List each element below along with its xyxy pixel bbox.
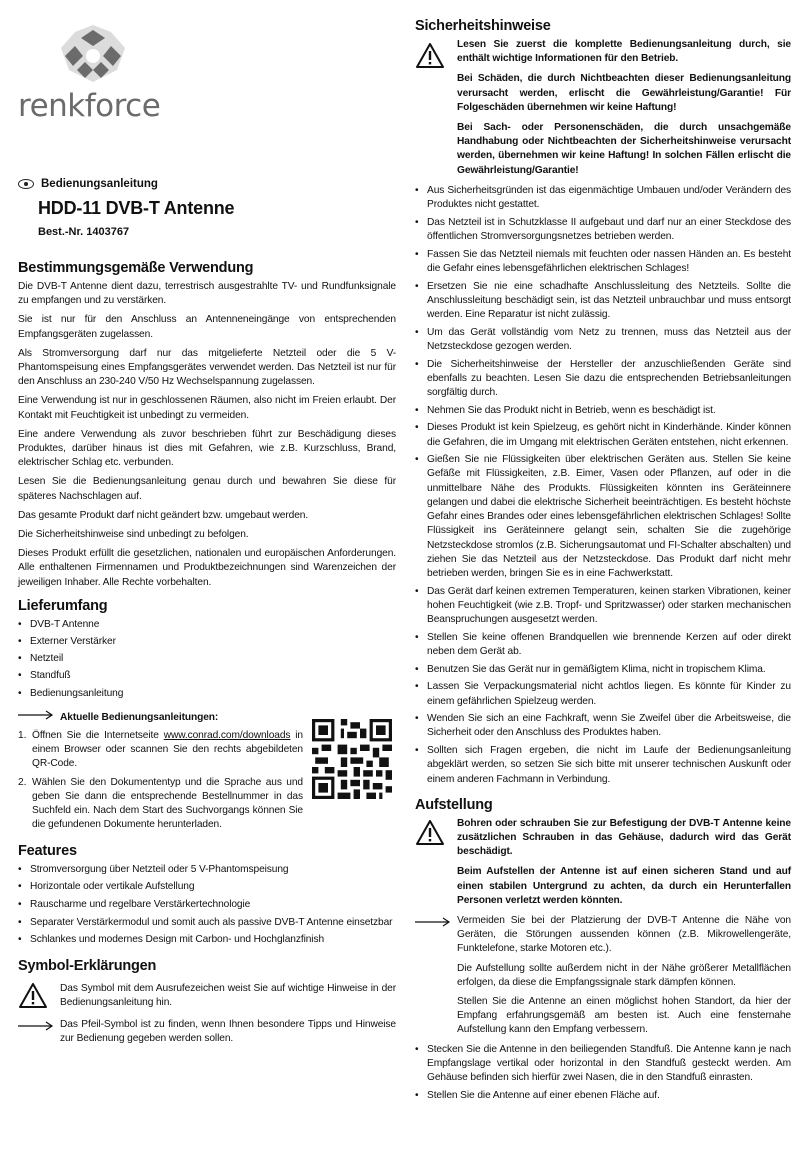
list-item: • Das Netzteil ist in Schutzklasse II aufgebaut und darf nur an einer Steckdose des öffentlichen Stromversorgungsnetzes betrieben werden. bbox=[415, 216, 791, 244]
sicherheit-list bbox=[415, 184, 791, 787]
section-symbole bbox=[18, 958, 396, 1047]
list-item: • DVB-T Antenne bbox=[18, 618, 396, 632]
brand-logo bbox=[18, 18, 178, 128]
list-item: • Nehmen Sie das Produkt nicht in Betrieb, wenn es beschädigt ist. bbox=[415, 404, 791, 418]
list-item: • Gießen Sie nie Flüssigkeiten über elektrischen Geräten aus. Stellen Sie keine Gefäße mit Flüssigkeiten, z.B. Eimer, Vasen oder Pflanzen, auf oder in die unmittelbare Nähe des Produkts. Flüssigkeiten könnten ins Geräteinnere gelangen und dabei die elektrische Sicherheit beeinträchtigen. Es besteht höchste Gefahr eines Brandes oder eines lebensgefährlichen elektrischen Schlages! Sollte Flüssigkeit ins Geräteinnere gelangt sein, schalten Sie die zugehörige Netzsteckdose stromlos (z.B. Sicherungsautomat und FI-Schalter abschalten) und ziehen Sie das Netzteil aus der Netzsteckdose. Das Produkt darf nicht mehr betrieben werden, bringen Sie es in eine Fachwerkstatt. bbox=[415, 453, 791, 581]
section-aufstellung bbox=[415, 797, 791, 1103]
list-item: • Stromversorgung über Netzteil oder 5 V-Phantomspeisung bbox=[18, 863, 396, 877]
arrow-right-icon bbox=[18, 710, 54, 720]
list-item: • Stellen Sie keine offenen Brandquellen wie brennende Kerzen auf oder direkt neben dem Gerät ab. bbox=[415, 631, 791, 659]
list-item: • Lassen Sie Verpackungsmaterial nicht achtlos liegen. Es könnte für Kinder zu einem gefährlichen Spielzeug werden. bbox=[415, 680, 791, 708]
symbol-arrow-row bbox=[18, 1018, 396, 1046]
list-item: • Externer Verstärker bbox=[18, 635, 396, 649]
tip-paragraph: Vermeiden Sie bei der Platzierung der DVB-T Antenne die Nähe von Geräten, die Störungen aussenden können (z.B. Mikrowellengeräte, Funktelefone, starke Motoren etc.). bbox=[457, 914, 791, 955]
section-bestimmung bbox=[18, 260, 396, 590]
step-item bbox=[18, 776, 303, 833]
sicherheit-warning-block bbox=[415, 38, 791, 178]
bestimmung-paragraph: Dieses Produkt erfüllt die gesetzlichen, nationalen und europäischen Anforderungen. Alle enthaltenen Firmennamen und Produktbezeichnungen sind Warenzeichen der jeweiligen Inhaber. Alle Rechte vorbehalten. bbox=[18, 548, 396, 588]
section-aktuelle bbox=[18, 707, 396, 833]
step-text: Wählen Sie den Dokumententyp und die Sprache aus und geben Sie dann die entsprechende Bestellnummer in das Suchfeld ein. Nach dem Start des Suchvorgangs können Sie die gefundenen Dokumente herunterladen. bbox=[32, 776, 303, 831]
list-item: • Stellen Sie die Antenne auf einer ebenen Fläche auf. bbox=[415, 1089, 791, 1103]
list-item: • Bedienungsanleitung bbox=[18, 687, 396, 701]
doc-type: Bedienungsanleitung bbox=[41, 178, 158, 190]
list-item: • Um das Gerät vollständig vom Netz zu trennen, muss das Netzteil aus der Netzsteckdose gezogen werden. bbox=[415, 326, 791, 354]
sicherheit-heading: Sicherheitshinweise bbox=[415, 18, 551, 34]
list-item: • Sollten sich Fragen ergeben, die nicht im Laufe der Bedienungsanleitung abgeklärt werden, so setzen Sie sich bitte mit unserer technischen Auskunft oder einem anderen Fachmann in Verbindung. bbox=[415, 744, 791, 787]
tip-paragraph: Stellen Sie die Antenne an einen möglichst hohen Standort, da hier der Empfang erfahrungsgemäß am besten ist. Auch eine fensternahe Aufstellung kann den Empfang verbessern. bbox=[457, 995, 791, 1036]
lieferumfang-heading: Lieferumfang bbox=[18, 597, 108, 614]
bestimmung-paragraph: Lesen Sie die Bedienungsanleitung genau durch und bewahren Sie diese für späteres Nachschlagen auf. bbox=[18, 476, 396, 502]
bestimmung-paragraph: Eine Verwendung ist nur in geschlossenen Räumen, also nicht im Freien erlaubt. Der Kontakt mit Feuchtigkeit ist unbedingt zu vermeiden. bbox=[18, 395, 396, 421]
step-number: 1. bbox=[18, 730, 27, 742]
doc-type-line bbox=[18, 178, 396, 190]
list-item: • Wenden Sie sich an eine Fachkraft, wenn Sie Zweifel über die Arbeitsweise, die Sicherheit oder den Anschluss des Produktes haben. bbox=[415, 712, 791, 740]
aufstellung-heading: Aufstellung bbox=[415, 796, 493, 813]
bestimmung-heading: Bestimmungsgemäße Verwendung bbox=[18, 260, 254, 276]
warning-paragraph: Lesen Sie zuerst die komplette Bedienungsanleitung durch, sie enthält wichtige Informationen für den Betrieb. bbox=[457, 39, 791, 65]
aktuelle-title: Aktuelle Bedienungsanleitungen: bbox=[60, 711, 219, 723]
right-column bbox=[415, 18, 791, 1106]
step-text: Öffnen Sie die Internetseite bbox=[32, 730, 164, 742]
product-title: HDD-11 DVB-T Antenne bbox=[38, 198, 235, 218]
features-list bbox=[18, 863, 396, 948]
lieferumfang-list bbox=[18, 618, 396, 701]
step-text: in einem Browser oder scannen Sie den rechts abgebildeten QR-Code. bbox=[32, 730, 303, 770]
bestimmung-paragraph: Als Stromversorgung darf nur das mitgelieferte Netzteil oder die 5 V-Phantomspeisung eines Empfangsgerätes verwendet werden. Das Netzteil ist nur für den Anschluss an 230-240 V/50 Hz Wechselspannung zugelassen. bbox=[18, 347, 396, 388]
section-lieferumfang bbox=[18, 598, 396, 701]
aktuelle-steps bbox=[18, 729, 303, 832]
list-item: • Benutzen Sie das Gerät nur in gemäßigtem Klima, nicht in tropischem Klima. bbox=[415, 663, 791, 677]
list-item: • Ersetzen Sie nie eine schadhafte Anschlussleitung des Netzteils. Sollte die Anschlussleitung beschädigt sein, ist das Netzteil unbrauchbar und muss entsorgt werden. Eine Reparatur ist nicht zulässig. bbox=[415, 280, 791, 323]
aufstellung-tip-block bbox=[415, 914, 791, 1038]
features-heading: Features bbox=[18, 842, 77, 859]
list-item: • Die Sicherheitshinweise der Hersteller der anzuschließenden Geräte sind ebenfalls zu beachten. Lesen Sie dazu die entsprechenden Betriebsanleitungen sorgfältig durch. bbox=[415, 358, 791, 401]
aufstellung-warning-block bbox=[415, 817, 791, 908]
section-sicherheit bbox=[415, 18, 791, 787]
arrow-right-icon bbox=[18, 1021, 54, 1031]
bestimmung-paragraph: Sie ist nur für den Anschluss an Antenneneingänge von entsprechenden Empfangsgeräten zugelassen. bbox=[18, 314, 396, 340]
warning-paragraph: Bei Schäden, die durch Nichtbeachten dieser Bedienungsanleitung verursacht werden, erlischt die Gewährleistung/Garantie! Für Folgeschäden übernehmen wir keine Haftung! bbox=[457, 73, 791, 113]
list-item: • Rauscharme und regelbare Verstärkertechnologie bbox=[18, 898, 396, 912]
order-number: Best.-Nr. 1403767 bbox=[38, 226, 130, 238]
warning-paragraph: Bei Sach- oder Personenschäden, die durch unsachgemäße Handhabung oder Nichtbeachten der Sicherheitshinweise verursacht werden, übernehmen wir keine Haftung! In solchen Fällen erlischt die Gewährleistung/Garantie! bbox=[457, 122, 791, 176]
list-item: • Fassen Sie das Netzteil niemals mit feuchten oder nassen Händen an. Es besteht die Gefahr eines lebensgefährlichen elektrischen Schlages! bbox=[415, 248, 791, 276]
list-item: • Schlankes und modernes Design mit Carbon- und Hochglanzfinish bbox=[18, 933, 396, 947]
step-number: 2. bbox=[18, 776, 27, 788]
warning-paragraph: Beim Aufstellen der Antenne ist auf einen sicheren Stand und auf einen stabilen Untergrund zu achten, da durch ein Herunterfallen Personen verletzt werden könnten. bbox=[457, 866, 791, 906]
bestimmung-paragraph: Die DVB-T Antenne dient dazu, terrestrisch ausgestrahlte TV- und Rundfunksignale zu empfangen und zu verstärken. bbox=[18, 281, 396, 307]
download-link[interactable]: www.conrad.com/downloads bbox=[163, 730, 291, 742]
symbole-heading: Symbol-Erklärungen bbox=[18, 957, 157, 974]
step-item bbox=[18, 729, 303, 772]
qr-code-icon[interactable] bbox=[312, 719, 392, 799]
brand-logo-mark bbox=[55, 22, 131, 86]
aufstellung-list bbox=[415, 1043, 791, 1103]
bestimmung-paragraph: Eine andere Verwendung als zuvor beschrieben führt zur Beschädigung dieses Produktes, darüber hinaus ist dies mit Gefahren, wie z.B. Kurzschluss, Brand, elektrischer Schlag etc. verbunden. bbox=[18, 428, 396, 469]
list-item: • Das Gerät darf keinen extremen Temperaturen, keinen starken Vibrationen, keiner hohen Feuchtigkeit (wie z.B. Tropf- und Spritzwasser) oder starken mechanischen Beanspruchungen ausgesetzt werden. bbox=[415, 585, 791, 628]
bestimmung-paragraph: Das gesamte Produkt darf nicht geändert bzw. umgebaut werden. bbox=[18, 509, 309, 521]
arrow-right-icon bbox=[415, 917, 451, 927]
warning-icon bbox=[415, 42, 445, 69]
list-item: • Aus Sicherheitsgründen ist das eigenmächtige Umbauen und/oder Verändern des Produktes nicht gestattet. bbox=[415, 184, 791, 212]
list-item: • Stecken Sie die Antenne in den beiliegenden Standfuß. Die Antenne kann je nach Empfangslage vertikal oder horizontal in den Standfuß gesteckt werden. Am Gehäuse befinden sich hierfür zwei Nasen, die in den Standfuß einrasten. bbox=[415, 1043, 791, 1086]
list-item: • Netzteil bbox=[18, 652, 396, 666]
eye-icon bbox=[18, 179, 34, 189]
tip-paragraph: Die Aufstellung sollte außerdem nicht in der Nähe größerer Metallflächen erfolgen, da diese die Empfangssignale stark dämpfen können. bbox=[457, 962, 791, 988]
warning-icon bbox=[18, 982, 48, 1009]
bestimmung-paragraph: Die Sicherheitshinweise sind unbedingt zu befolgen. bbox=[18, 529, 249, 541]
brand-name: renkforce bbox=[18, 88, 161, 124]
list-item: • Standfuß bbox=[18, 669, 396, 683]
list-item: • Dieses Produkt ist kein Spielzeug, es gehört nicht in Kinderhände. Kinder können die Gefahren, die im Umgang mit elektrischen Geräten entstehen, nicht erkennen. bbox=[415, 421, 791, 449]
section-features bbox=[18, 843, 396, 948]
warning-icon bbox=[415, 819, 445, 846]
symbol-warning-text: Das Symbol mit dem Ausrufezeichen weist Sie auf wichtige Hinweise in der Bedienungsanleitung hin. bbox=[60, 982, 396, 1008]
warning-paragraph: Bohren oder schrauben Sie zur Befestigung der DVB-T Antenne keine zusätzlichen Schrauben in das Gehäuse, dadurch wird das Gerät beschädigt. bbox=[457, 817, 791, 858]
left-column bbox=[18, 18, 396, 1054]
list-item: • Horizontale oder vertikale Aufstellung bbox=[18, 880, 396, 894]
symbol-arrow-text: Das Pfeil-Symbol ist zu finden, wenn Ihnen besondere Tipps und Hinweise zur Bedienung gegeben werden sollen. bbox=[60, 1018, 396, 1045]
list-item: • Separater Verstärkermodul und somit auch als passive DVB-T Antenne einsetzbar bbox=[18, 916, 396, 930]
symbol-warning-row bbox=[18, 982, 396, 1010]
